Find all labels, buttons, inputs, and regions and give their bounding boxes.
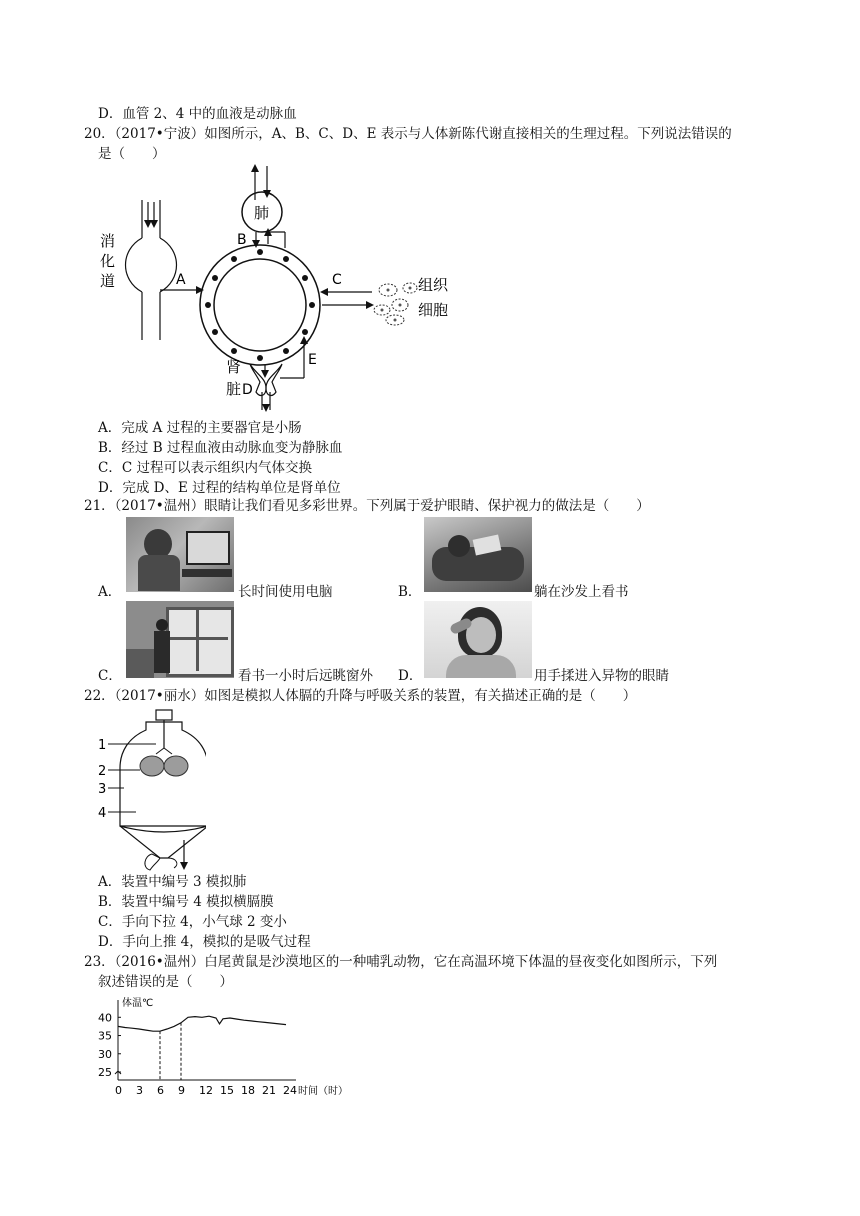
y-tick-label: 30 xyxy=(98,1047,112,1061)
x-tick-label: 21 xyxy=(262,1084,276,1097)
tissue-label-2: 细胞 xyxy=(418,301,449,319)
x-tick-label: 6 xyxy=(157,1084,164,1097)
bell-jar xyxy=(120,722,206,826)
x-tick-label: 18 xyxy=(241,1084,255,1097)
x-axis-label: 时间（时） xyxy=(298,1086,348,1097)
q20-option-a: A．完成 A 过程的主要器官是小肠 xyxy=(98,420,302,436)
letter-a: A xyxy=(176,272,186,288)
digestive-label-1: 消 xyxy=(100,232,116,250)
ring-dots xyxy=(205,249,315,361)
photo-using-computer xyxy=(126,517,234,592)
rubber-membrane xyxy=(120,826,206,858)
q22-option-c: C．手向下拉 4，小气球 2 变小 xyxy=(98,914,287,930)
q21-option-b-letter: B． xyxy=(398,584,422,600)
number-4: 4 xyxy=(98,806,107,821)
q23-stem-line2: 叙述错误的是（ ） xyxy=(98,974,233,990)
letter-e: E xyxy=(308,352,317,368)
letter-c: C xyxy=(332,272,342,288)
q23-stem-line1: 23．（2016•温州）白尾黄鼠是沙漠地区的一种哺乳动物，它在高温环境下体温的昼夜变化如图所示，下列 xyxy=(84,954,718,970)
letter-b: B xyxy=(237,232,247,248)
q21-option-d-letter: D． xyxy=(398,668,423,684)
q21-stem: 21．（2017•温州）眼睛让我们看见多彩世界。下列属于爱护眼睛、保护视力的做法是（ ） xyxy=(84,498,650,514)
photo-reading-on-sofa xyxy=(424,517,532,592)
tissue-label-1: 组织 xyxy=(418,276,449,294)
x-tick-label: 24 xyxy=(283,1084,297,1097)
x-tick-label: 3 xyxy=(136,1084,143,1097)
body-temperature-chart xyxy=(96,996,366,1098)
q20-stem-line2: 是（ ） xyxy=(98,146,166,162)
x-tick-label: 12 xyxy=(199,1084,213,1097)
q21-option-a-text: 长时间使用电脑 xyxy=(238,584,333,600)
q22-option-d: D．手向上推 4，模拟的是吸气过程 xyxy=(98,934,311,950)
number-2: 2 xyxy=(98,764,107,779)
metabolism-diagram xyxy=(90,160,470,420)
y-tick-label: 35 xyxy=(98,1029,112,1043)
q20-option-c: C．C 过程可以表示组织内气体交换 xyxy=(98,460,312,476)
q22-option-b: B．装置中编号 4 模拟横膈膜 xyxy=(98,894,274,910)
diaphragm-model-diagram xyxy=(96,708,206,872)
digestive-label-2: 化 xyxy=(100,252,116,270)
q22-option-a: A．装置中编号 3 模拟肺 xyxy=(98,874,247,890)
photo-looking-out-window xyxy=(126,601,234,678)
y-tick-label: 40 xyxy=(98,1011,112,1025)
kidney-label-1: 肾 xyxy=(226,358,242,376)
digestive-label-3: 道 xyxy=(100,272,116,290)
q22-stem: 22．（2017•丽水）如图是模拟人体膈的升降与呼吸关系的装置，有关描述正确的是（ ） xyxy=(84,688,637,704)
x-tick-label: 15 xyxy=(220,1084,234,1097)
q21-option-b-text: 躺在沙发上看书 xyxy=(534,584,629,600)
temperature-series-line xyxy=(118,1016,286,1031)
kidney-right xyxy=(266,364,282,395)
q20-stem-line1: 20．（2017•宁波）如图所示，A、B、C、D、E 表示与人体新陈代谢直接相关的生理过程。下列说法错误的 xyxy=(84,126,732,142)
y-tick-label: 25 xyxy=(98,1066,112,1079)
x-tick-label: 9 xyxy=(178,1084,185,1097)
number-1: 1 xyxy=(98,738,107,753)
lung-label: 肺 xyxy=(254,204,270,222)
x-tick-label: 0 xyxy=(115,1084,122,1097)
q19-option-d: D．血管 2、4 中的血液是动脉血 xyxy=(98,106,297,122)
hand-shape xyxy=(145,854,160,870)
photo-rubbing-eye xyxy=(424,601,532,678)
q21-option-c-text: 看书一小时后远眺窗外 xyxy=(238,668,373,684)
q21-option-d-text: 用手揉进入异物的眼睛 xyxy=(534,668,669,684)
number-3: 3 xyxy=(98,782,107,797)
kidney-label-2: 脏 xyxy=(226,380,242,398)
q20-option-b: B．经过 B 过程血液由动脉血变为静脉血 xyxy=(98,440,343,456)
q21-option-c-letter: C． xyxy=(98,668,122,684)
q20-option-d: D．完成 D、E 过程的结构单位是肾单位 xyxy=(98,480,341,496)
letter-d: D xyxy=(242,382,253,398)
y-axis-label: 体温℃ xyxy=(122,998,154,1009)
q21-option-a-letter: A． xyxy=(98,584,122,600)
